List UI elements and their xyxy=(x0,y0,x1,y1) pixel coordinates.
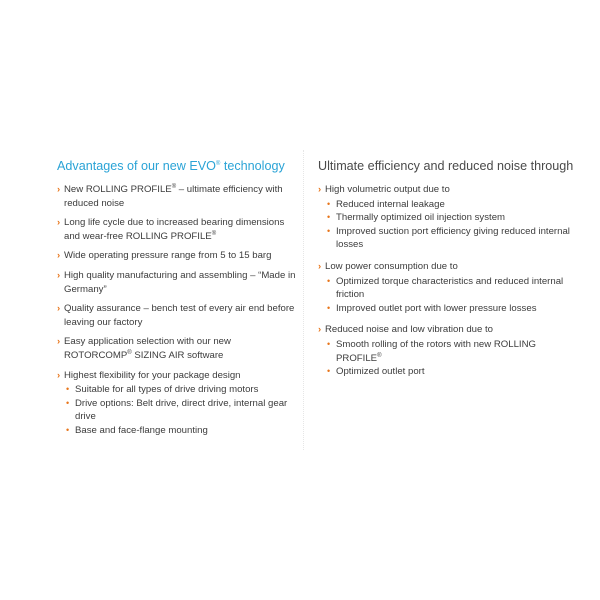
sub-list-item xyxy=(66,397,297,424)
chevron-right-icon: › xyxy=(57,250,61,262)
list-item xyxy=(57,335,297,362)
sub-list-item xyxy=(327,225,578,252)
efficiency-heading: Ultimate efficiency and reduced noise through xyxy=(318,159,574,173)
list-item-text: High quality manufacturing and assembling – “Made in Germany” xyxy=(64,269,296,295)
list-item-text: High volumetric output due to xyxy=(325,184,450,195)
chevron-right-icon: › xyxy=(57,269,61,281)
list-item-text: Wide operating pressure range from 5 to 15 barg xyxy=(64,250,272,262)
advantages-list xyxy=(57,183,297,438)
list-item-text: New ROLLING PROFILE® – ultimate efficiency with reduced noise xyxy=(64,183,283,209)
sub-list-item-text: Improved outlet port with lower pressure losses xyxy=(336,302,537,314)
sub-list-item xyxy=(327,275,578,302)
sub-list xyxy=(325,198,578,252)
chevron-right-icon: › xyxy=(57,369,61,381)
chevron-right-icon: › xyxy=(318,184,322,195)
list-item-text: Long life cycle due to increased bearing dimensions and wear-free ROLLING PROFILE® xyxy=(64,217,285,242)
dot-icon: • xyxy=(327,302,331,313)
dot-icon: • xyxy=(327,338,331,349)
list-item-text: Low power consumption due to xyxy=(325,260,458,272)
chevron-right-icon: › xyxy=(318,260,322,272)
chevron-right-icon: › xyxy=(57,336,61,348)
efficiency-list xyxy=(318,183,578,379)
heading-text: Advantages of our new EVO xyxy=(57,159,216,173)
dot-icon: • xyxy=(327,198,331,209)
sub-list xyxy=(64,383,297,437)
advantages-column xyxy=(57,158,297,444)
sub-list-item xyxy=(66,383,297,397)
heading-text-end: technology xyxy=(220,159,285,173)
sub-list-item xyxy=(327,198,578,212)
sub-list-item-text: Optimized outlet port xyxy=(336,366,425,378)
list-item-text: Easy application selection with our new ROTORCOMP® SIZING AIR software xyxy=(64,336,231,361)
dot-icon: • xyxy=(66,424,70,435)
list-item-text: Quality assurance – bench test of every air end before leaving our factory xyxy=(64,303,295,328)
dot-icon: • xyxy=(66,397,70,408)
chevron-right-icon: › xyxy=(57,184,61,195)
registered-mark: ® xyxy=(215,160,221,167)
list-item xyxy=(57,183,297,210)
chevron-right-icon: › xyxy=(57,217,61,229)
sub-list-item-text: Drive options: Belt drive, direct drive, internal gear drive xyxy=(75,397,288,423)
sub-list xyxy=(325,275,578,316)
sub-list-item xyxy=(327,365,578,379)
chevron-right-icon: › xyxy=(57,303,61,315)
sub-list-item-text: Optimized torque characteristics and reduced internal friction xyxy=(336,275,564,301)
sub-list-item-text: Suitable for all types of drive driving motors xyxy=(75,384,259,396)
list-item xyxy=(318,183,578,252)
sub-list-item-text: Base and face-flange mounting xyxy=(75,424,208,436)
sub-list-item xyxy=(327,211,578,225)
list-item xyxy=(57,249,297,263)
dot-icon: • xyxy=(327,366,331,377)
sub-list-item-text: Smooth rolling of the rotors with new ROLLING PROFILE® xyxy=(336,338,536,364)
dot-icon: • xyxy=(327,212,331,223)
chevron-right-icon: › xyxy=(318,324,322,336)
sub-list-item-text: Thermally optimized oil injection system xyxy=(336,212,506,224)
list-item-text: Reduced noise and low vibration due to xyxy=(325,324,494,336)
list-item xyxy=(57,269,297,296)
sub-list xyxy=(325,338,578,379)
sub-list-item xyxy=(327,302,578,316)
dot-icon: • xyxy=(327,225,331,236)
advantages-heading xyxy=(57,158,297,174)
sub-list-item-text: Improved suction port efficiency giving reduced internal losses xyxy=(336,225,570,251)
list-item xyxy=(57,216,297,243)
list-item xyxy=(57,369,297,438)
sub-list-item-text: Reduced internal leakage xyxy=(336,198,445,210)
list-item xyxy=(57,302,297,329)
dot-icon: • xyxy=(66,384,70,395)
list-item xyxy=(318,323,578,378)
list-item xyxy=(318,260,578,315)
sub-list-item xyxy=(66,424,297,438)
sub-list-item xyxy=(327,338,578,365)
dot-icon: • xyxy=(327,275,331,286)
list-item-text: Highest flexibility for your package design xyxy=(64,369,241,381)
efficiency-column xyxy=(318,158,578,387)
column-divider xyxy=(303,150,304,450)
